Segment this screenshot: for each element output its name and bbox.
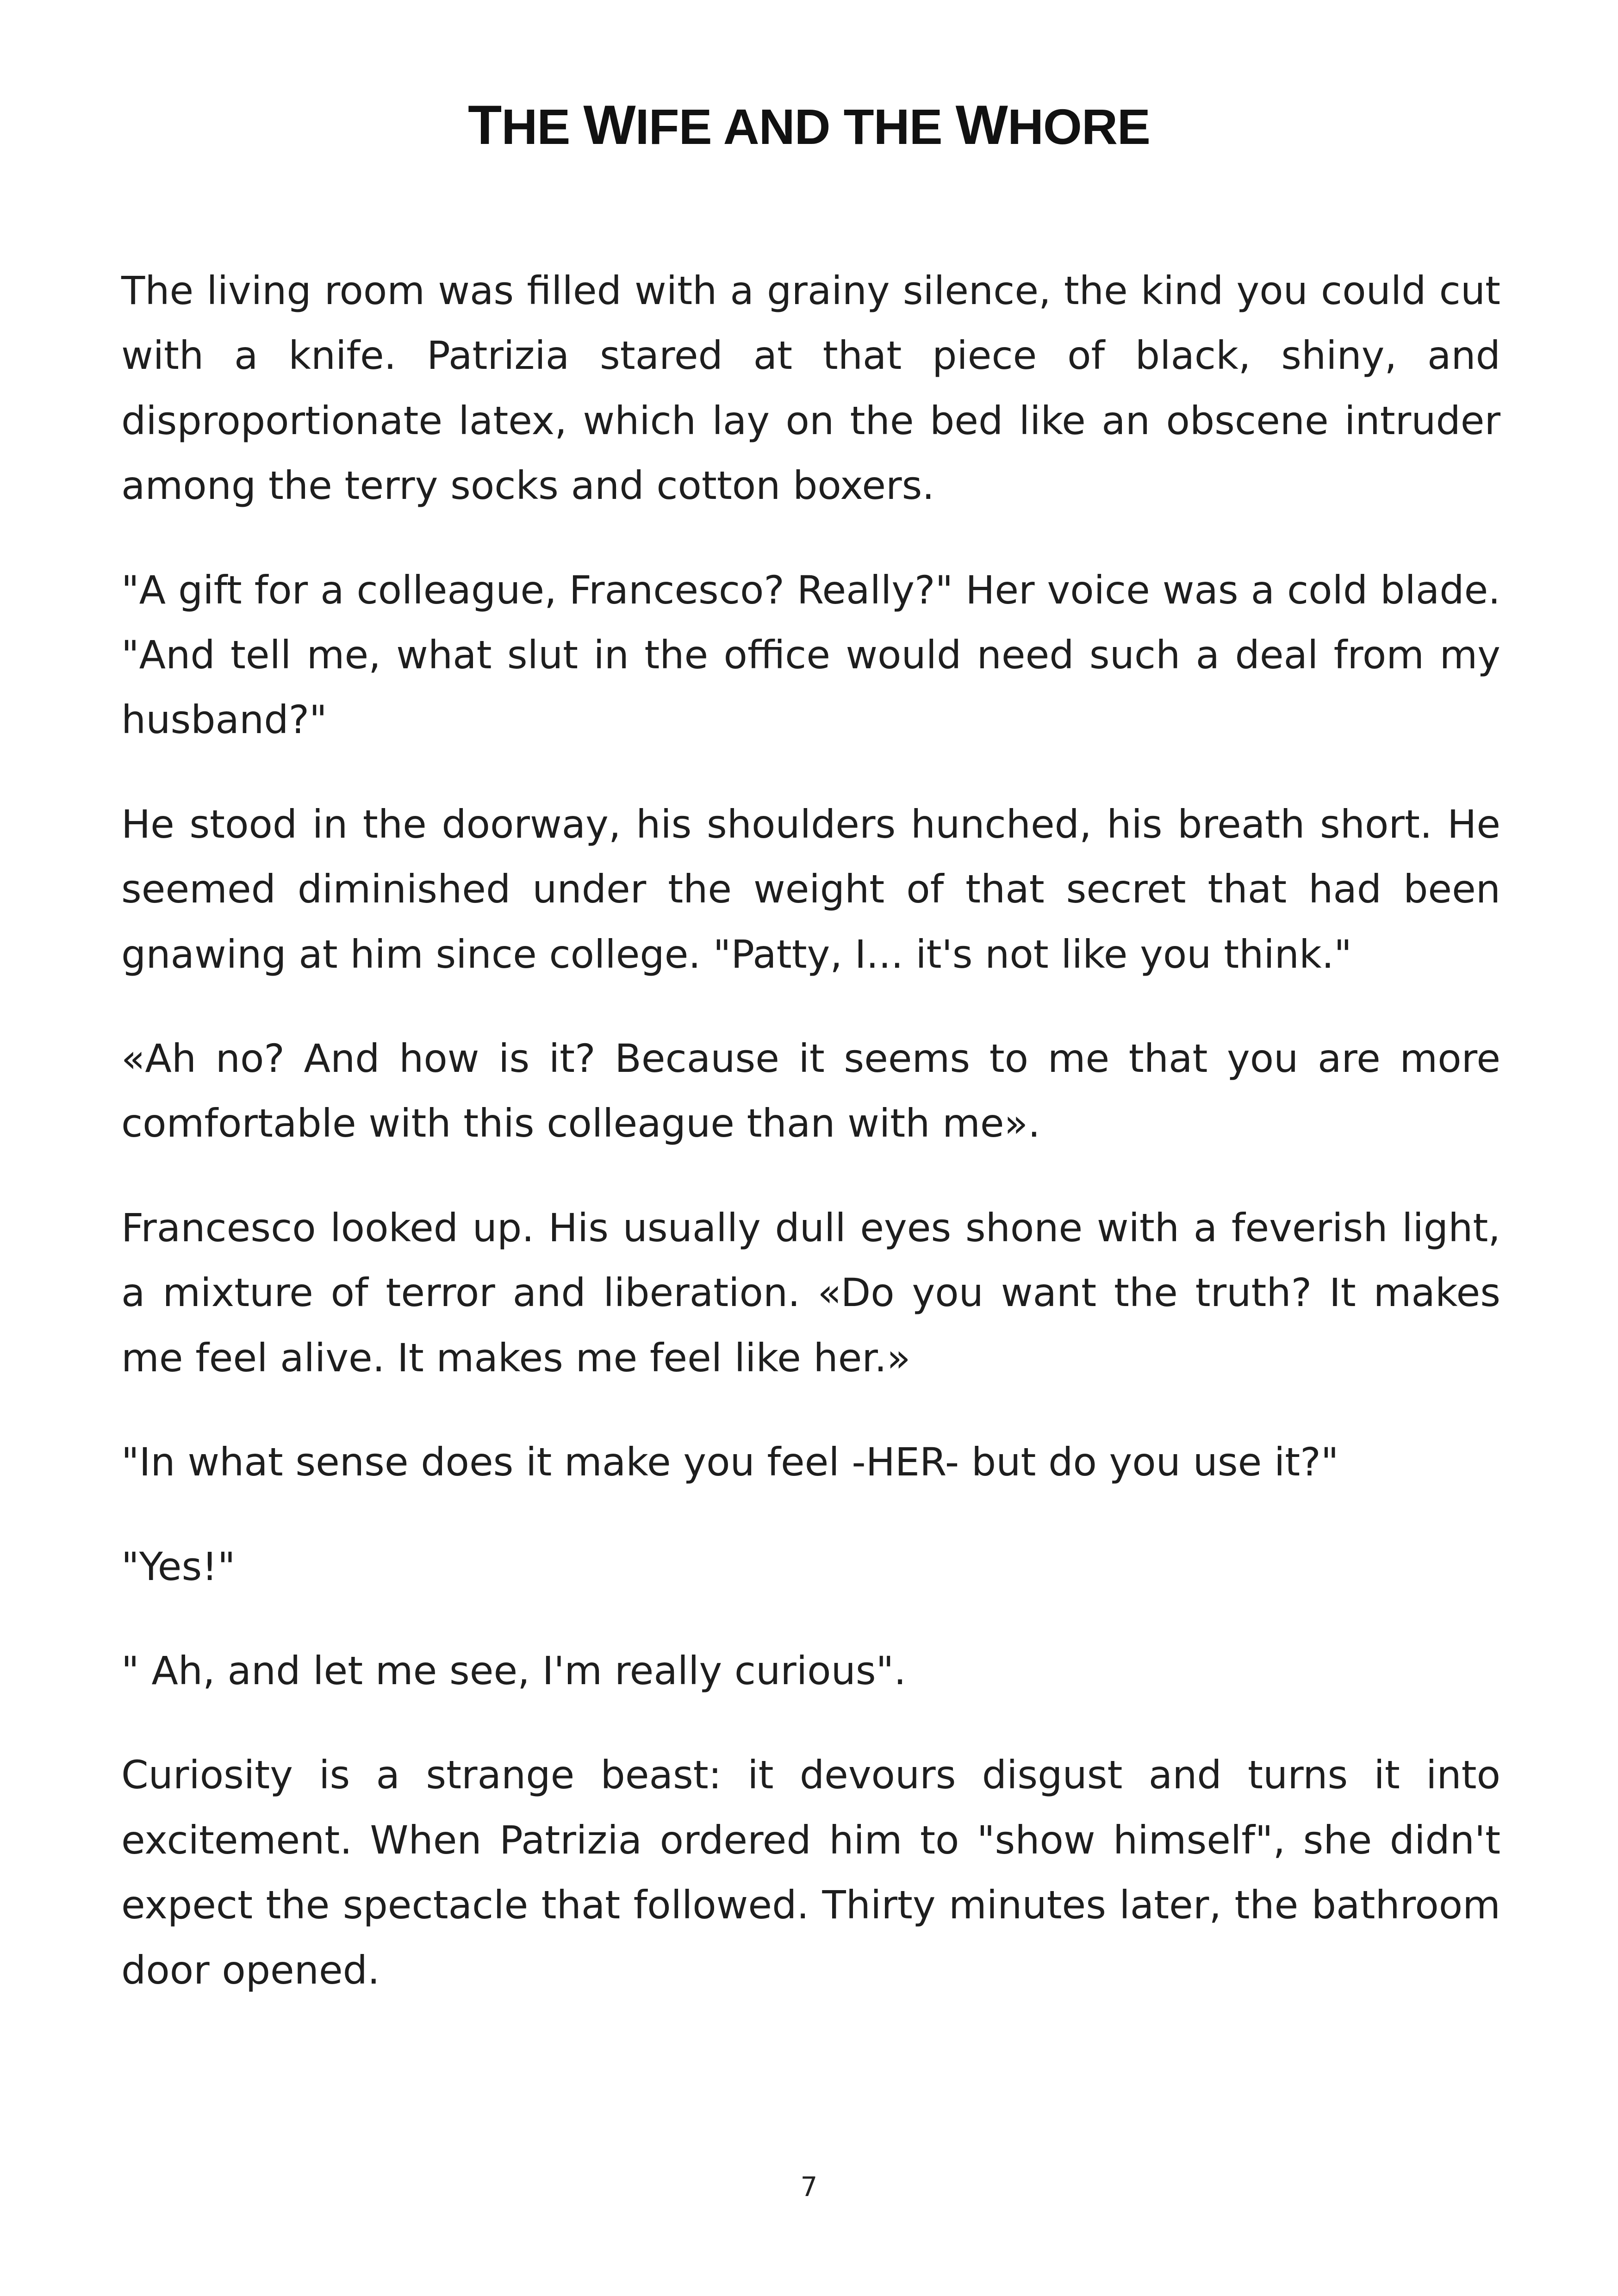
paragraph: Curiosity is a strange beast: it devours disgust and turns it into excitement. When Patrizia ordered him to "show himself", she didn't expect the spectacle that followed. Thirty minutes later, the bathroom door opened. [121,1752,1500,1993]
paragraph: "A gift for a colleague, Francesco? Really?" Her voice was a cold blade. "And tell me, what slut in the office would need such a deal from my husband?" [121,567,1500,743]
title-text: HE [501,99,584,155]
page-number: 7 [800,2171,818,2203]
paragraph: "Yes!" [121,1543,236,1589]
paragraph: The living room was filled with a grainy silence, the kind you could cut with a knife. Patrizia stared at that piece of black, shiny, and disproportionate latex, which lay on the bed like an obscene intruder among the terry socks and cotton boxers. [121,268,1500,509]
paragraph: "In what sense does it make you feel -HER- but do you use it?" [121,1439,1339,1485]
title-initial: T [468,94,502,156]
title-initial: W [955,94,1008,156]
title-initial: W [583,94,635,156]
chapter-body [121,258,1500,2042]
title-text: HORE [1007,99,1150,155]
chapter-title [0,95,1618,157]
title-text: IFE AND THE [635,99,956,155]
paragraph: Francesco looked up. His usually dull eyes shone with a feverish light, a mixture of terror and liberation. «Do you want the truth? It makes me feel alive. It makes me feel like her.» [121,1205,1500,1381]
paragraph: «Ah no? And how is it? Because it seems to me that you are more comfortable with this colleague than with me». [121,1036,1500,1146]
paragraph: " Ah, and let me see, I'm really curious". [121,1648,906,1693]
paragraph: He stood in the doorway, his shoulders hunched, his breath short. He seemed diminished under the weight of that secret that had been gnawing at him since college. "Patty, I... it's not like you think." [121,801,1500,977]
